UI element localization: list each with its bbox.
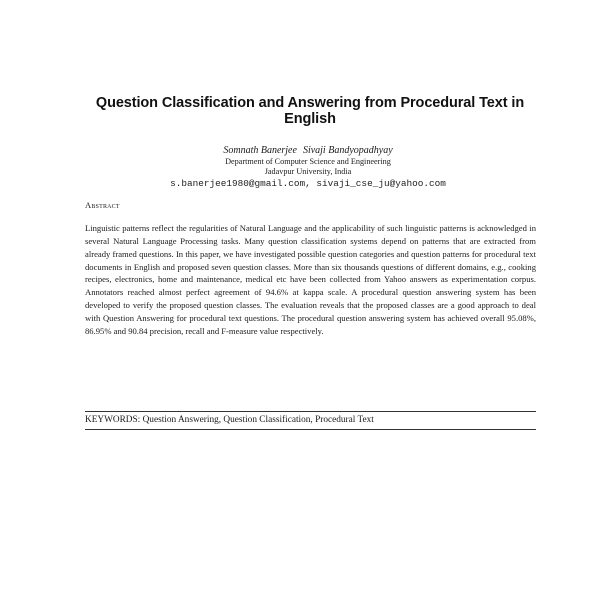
affiliation-university: Jadavpur University, India [264, 167, 352, 176]
abstract-heading: Abstract [85, 200, 120, 210]
affiliation-department: Department of Computer Science and Engineering [225, 157, 391, 166]
author-emails: s.banerjee1980@gmail.com, sivaji_cse_ju@yahoo.com [170, 178, 446, 189]
author-name: Somnath Banerjee [223, 145, 297, 156]
abstract-text: Linguistic patterns reflect the regularities of Natural Language and the applicability of such linguistic patterns is acknowledged in several Natural Language Processing tasks. Many question classification systems depend on patterns that are extracted from already framed questions. In this paper, we have investigated possible question categories and question patterns for procedural text documents in English and proposed seven question classes. More than six thousands questions of different domains, e.g., cooking recipes, electronics, home and maintenance, medical etc have been collected from Yahoo answers as experimentation corpus. Annotators reached almost perfect agreement of 94.6% at kappa scale. A procedural question answering system has been developed to verify the proposed question classes. The evaluation reveals that the proposed classes are a good approach to deal with Question Answering for procedural text questions. The procedural question answering system has achieved overall 95.08%, 86.95% and 90.84 precision, recall and F-measure value respectively. [85, 223, 536, 336]
keywords-top-rule [85, 411, 536, 412]
author-list [0, 145, 600, 157]
keywords-line: KEYWORDS: Question Answering, Question Classification, Procedural Text [85, 415, 374, 425]
author-name: Sivaji Bandyopadhyay [302, 145, 393, 156]
paper-title: Question Classification and Answering from Procedural Text in English [95, 95, 525, 127]
keywords-bottom-rule [85, 429, 536, 430]
